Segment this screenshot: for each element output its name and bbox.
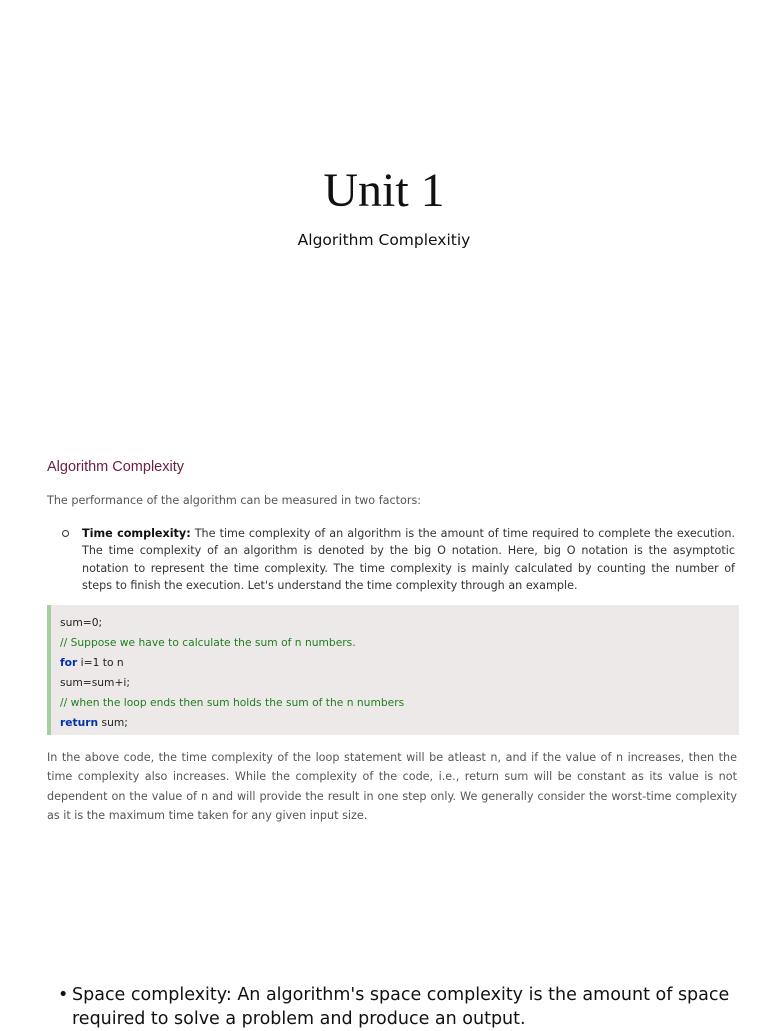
title-slide [0, 0, 768, 430]
code-line: sum=sum+i; [60, 676, 130, 689]
code-keyword: for [60, 656, 78, 669]
bullet-circle-icon [62, 530, 69, 537]
explanation-paragraph: In the above code, the time complexity of the loop statement will be atleast n, and if the value of n increases, then the time complexity also increases. While the complexity of the code, i.e., return sum will be constant as its value is not dependent on the value of n and will provide the result in one step only. We generally consider the worst-time complexity as it is the maximum time taken for any given input size. [47, 751, 737, 822]
code-comment: // Suppose we have to calculate the sum of n numbers. [60, 636, 356, 649]
article-heading: Algorithm Complexity [47, 459, 184, 475]
bullet-dot-icon: • [58, 985, 69, 1005]
time-complexity-term: Time complexity: [82, 527, 191, 540]
slide-title: Unit 1 [323, 164, 445, 217]
code-line: sum=0; [60, 616, 103, 629]
code-text: sum; [98, 716, 128, 729]
space-complexity-text: Space complexity: An algorithm's space complexity is the amount of space required to solve a problem and produce an output. [72, 985, 730, 1029]
code-line [60, 653, 739, 673]
code-comment: // when the loop ends then sum holds the sum of the n numbers [60, 696, 405, 709]
code-text: i=1 to n [77, 656, 124, 669]
slide-subtitle: Algorithm Complexitiy [297, 231, 471, 249]
code-block [47, 605, 739, 735]
article-intro: The performance of the algorithm can be measured in two factors: [47, 494, 422, 507]
time-complexity-text [82, 525, 735, 594]
time-complexity-description: The time complexity of an algorithm is the amount of time required to complete the execution. The time complexity of an algorithm is denoted by the big O notation. Here, big O notation is the asymptotic notation to represent the time complexity. The time complexity is mainly calculated by counting the number of steps to finish the execution. Let's understand the time complexity through an example. [82, 527, 735, 592]
code-line [60, 713, 739, 733]
code-keyword: return [60, 716, 99, 729]
